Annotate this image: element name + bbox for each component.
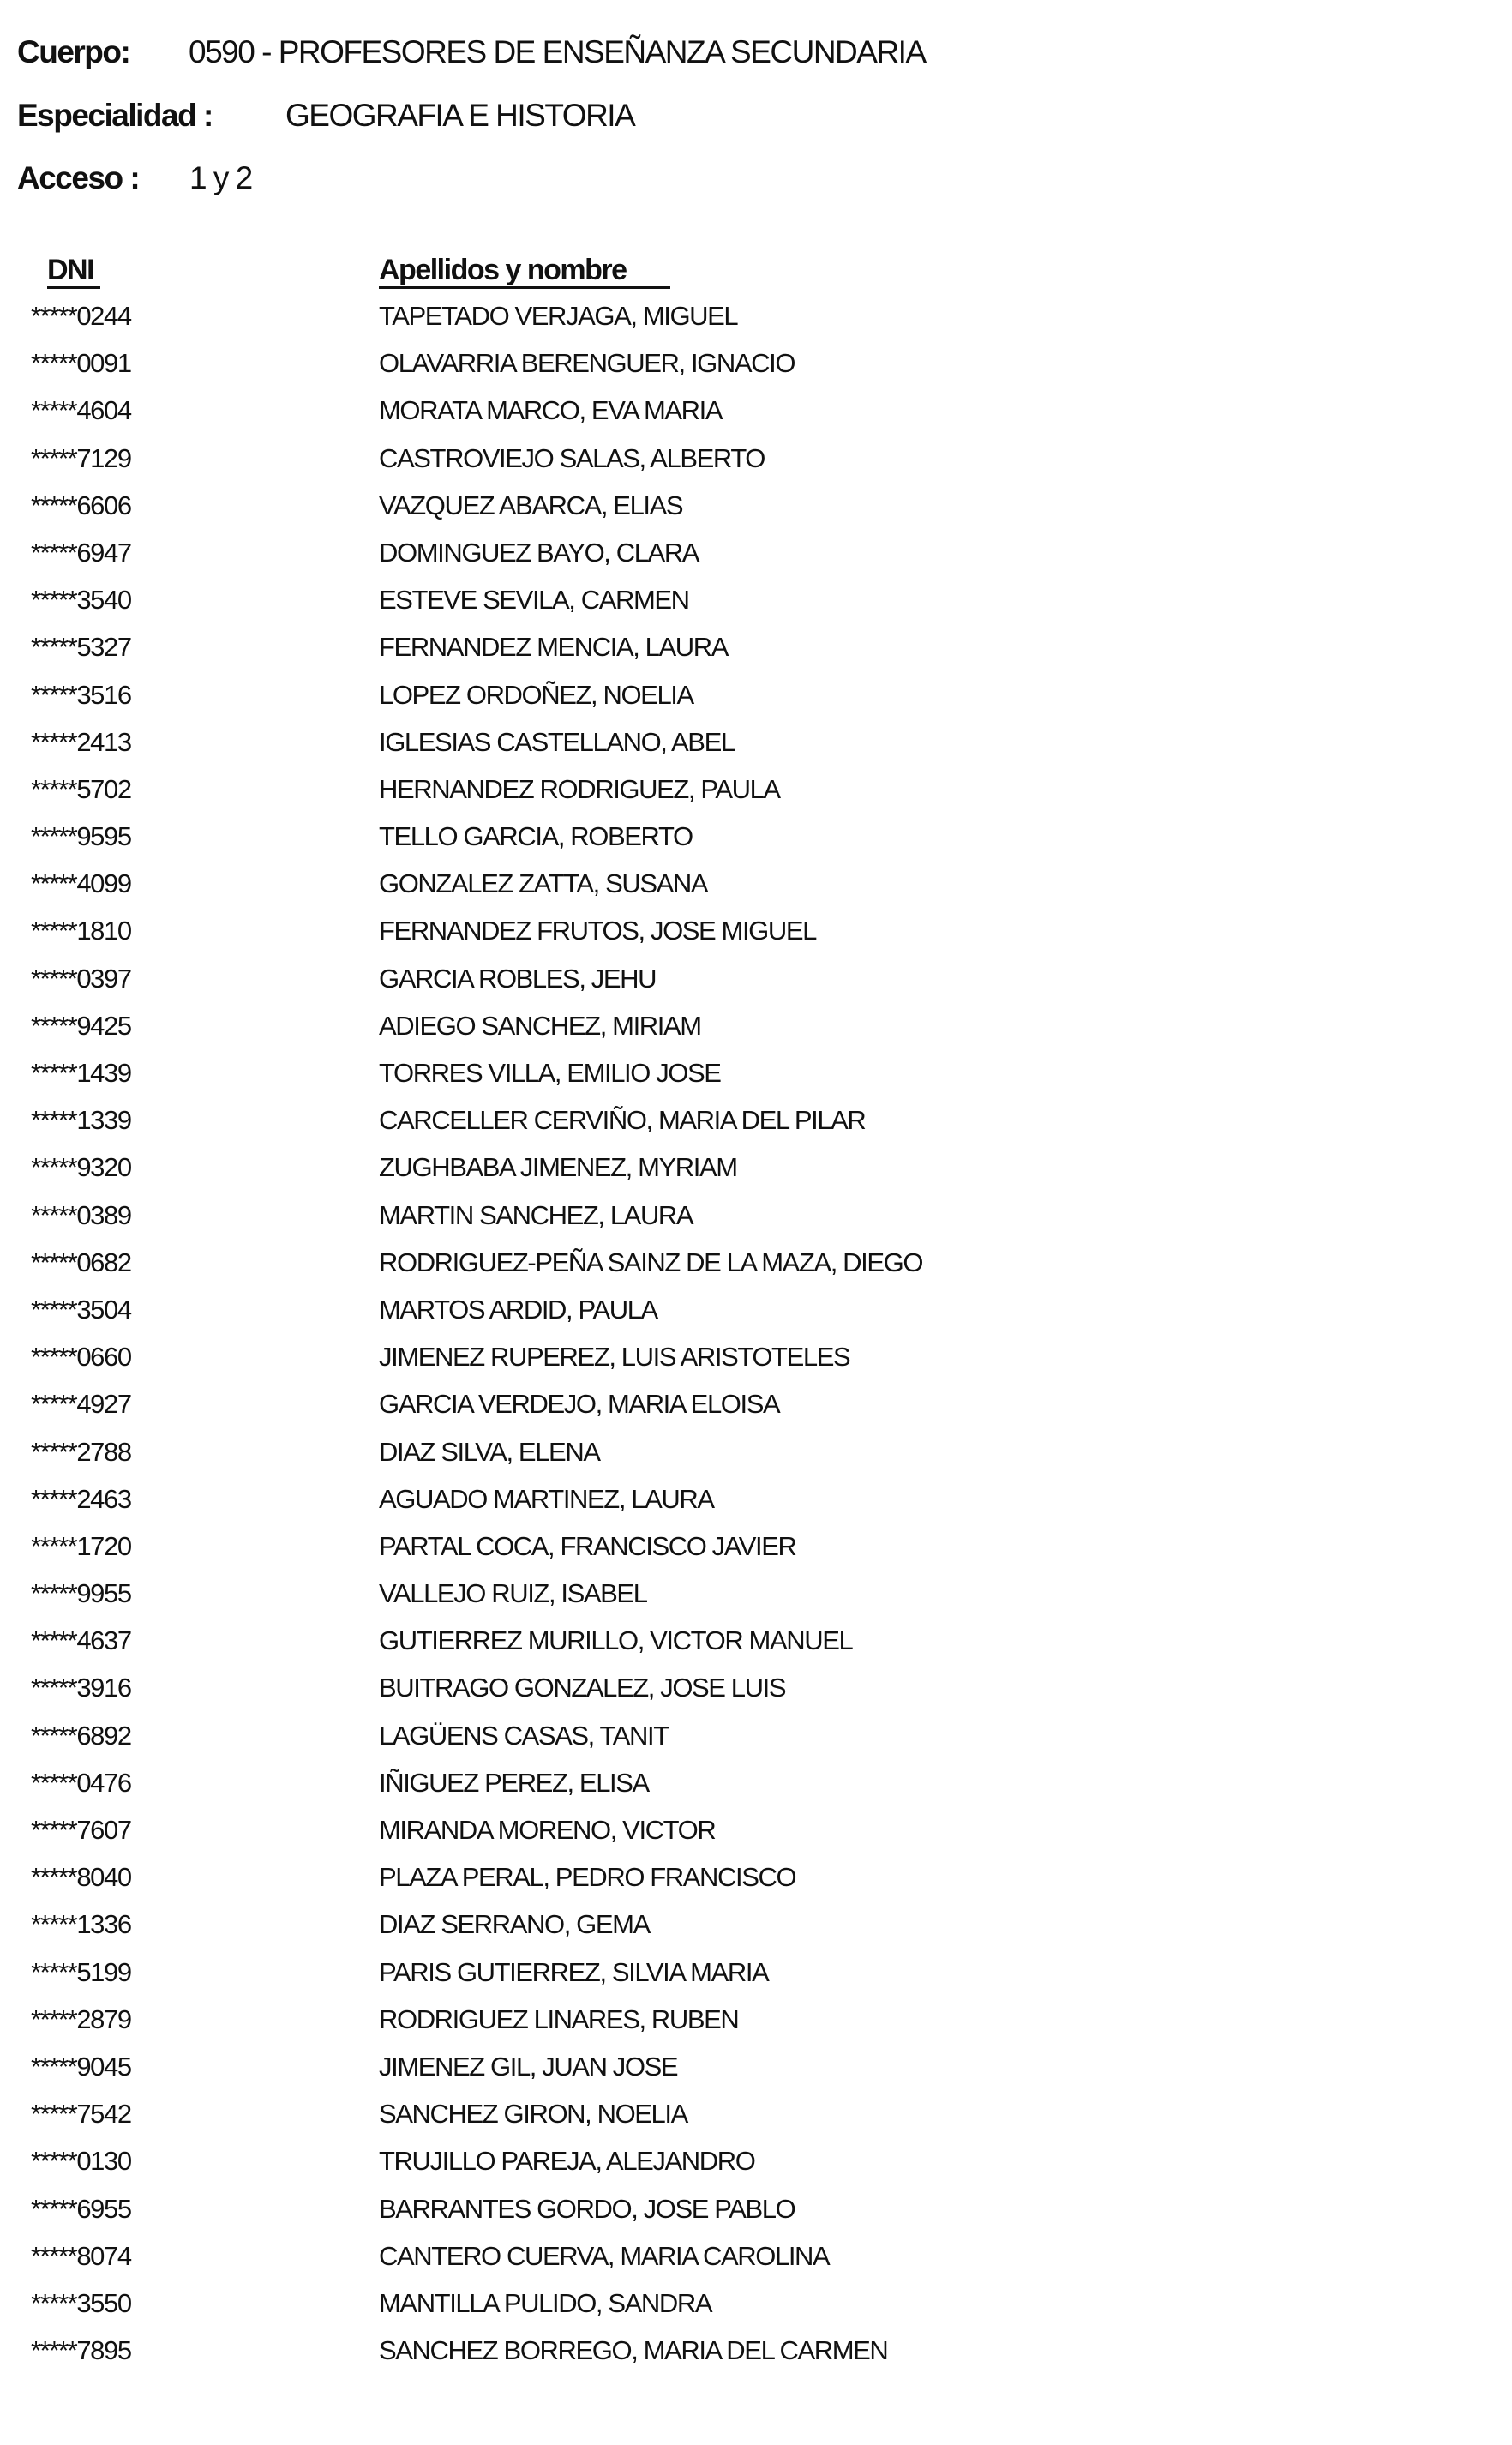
column-header-dni: DNI [47,254,100,289]
dni-cell: *****0397 [31,963,131,994]
dni-cell: *****2879 [31,2003,131,2034]
table-row [0,1054,1512,1102]
name-cell: ZUGHBABA JIMENEZ, MYRIAM [379,1152,737,1183]
name-cell: IGLESIAS CASTELLANO, ABEL [379,726,735,757]
table-row [0,1764,1512,1811]
dni-cell: *****9955 [31,1578,131,1609]
dni-cell: *****8074 [31,2240,131,2271]
dni-cell: *****3540 [31,585,131,616]
dni-cell: *****9425 [31,1010,131,1041]
name-cell: TAPETADO VERJAGA, MIGUEL [379,301,738,331]
dni-cell: *****0091 [31,348,131,379]
name-cell: GARCIA ROBLES, JEHU [379,963,657,994]
dni-cell: *****0660 [31,1342,131,1373]
dni-cell: *****1336 [31,1909,131,1940]
dni-cell: *****1810 [31,916,131,946]
name-cell: FERNANDEZ MENCIA, LAURA [379,632,729,663]
dni-cell: *****2413 [31,726,131,757]
name-cell: VALLEJO RUIZ, ISABEL [379,1578,647,1609]
name-cell: ESTEVE SEVILA, CARMEN [379,585,689,616]
table-row [0,2285,1512,2332]
name-cell: CASTROVIEJO SALAS, ALBERTO [379,442,765,473]
table-row [0,1954,1512,2001]
dni-cell: *****6606 [31,490,131,520]
table-row [0,724,1512,771]
dni-cell: *****4927 [31,1389,131,1420]
table-row [0,1859,1512,1906]
dni-cell: *****6955 [31,2193,131,2224]
name-cell: MARTOS ARDID, PAULA [379,1294,657,1325]
dni-cell: *****4637 [31,1625,131,1656]
candidate-list [0,297,1512,2379]
table-row [0,1385,1512,1433]
name-cell: JIMENEZ GIL, JUAN JOSE [379,2051,678,2082]
dni-cell: *****6892 [31,1720,131,1751]
name-cell: SANCHEZ BORREGO, MARIA DEL CARMEN [379,2335,888,2366]
table-row [0,392,1512,439]
name-cell: MORATA MARCO, EVA MARIA [379,395,723,426]
table-row [0,581,1512,628]
table-row [0,1717,1512,1764]
name-cell: GUTIERREZ MURILLO, VICTOR MANUEL [379,1625,853,1656]
name-cell: JIMENEZ RUPEREZ, LUIS ARISTOTELES [379,1342,850,1373]
dni-cell: *****9045 [31,2051,131,2082]
dni-cell: *****5199 [31,1956,131,1987]
table-row [0,2142,1512,2190]
name-cell: PARIS GUTIERREZ, SILVIA MARIA [379,1956,769,1987]
dni-cell: *****8040 [31,1862,131,1893]
table-row [0,487,1512,534]
name-cell: DOMINGUEZ BAYO, CLARA [379,537,699,568]
name-cell: BUITRAGO GONZALEZ, JOSE LUIS [379,1673,786,1703]
name-cell: CARCELLER CERVIÑO, MARIA DEL PILAR [379,1105,866,1136]
especialidad-label: Especialidad : [17,98,213,133]
dni-cell: *****7607 [31,1815,131,1845]
name-cell: RODRIGUEZ-PEÑA SAINZ DE LA MAZA, DIEGO [379,1247,923,1277]
name-cell: TORRES VILLA, EMILIO JOSE [379,1058,721,1088]
table-row [0,2048,1512,2095]
especialidad-value: GEOGRAFIA E HISTORIA [285,98,635,133]
dni-cell: *****3916 [31,1673,131,1703]
name-cell: TELLO GARCIA, ROBERTO [379,821,693,852]
name-cell: RODRIGUEZ LINARES, RUBEN [379,2003,739,2034]
dni-cell: *****3504 [31,1294,131,1325]
table-row [0,1528,1512,1575]
name-cell: MANTILLA PULIDO, SANDRA [379,2287,712,2318]
dni-cell: *****5702 [31,773,131,804]
name-cell: MIRANDA MORENO, VICTOR [379,1815,716,1845]
name-cell: AGUADO MARTINEZ, LAURA [379,1483,714,1514]
dni-cell: *****1439 [31,1058,131,1088]
dni-cell: *****3516 [31,679,131,710]
name-cell: GONZALEZ ZATTA, SUSANA [379,868,708,899]
column-header-nombre: Apellidos y nombre [379,254,670,289]
dni-cell: *****6947 [31,537,131,568]
name-cell: ADIEGO SANCHEZ, MIRIAM [379,1010,701,1041]
especialidad-row [17,98,635,134]
table-row [0,345,1512,392]
name-cell: GARCIA VERDEJO, MARIA ELOISA [379,1389,780,1420]
name-cell: VAZQUEZ ABARCA, ELIAS [379,490,683,520]
table-row [0,2332,1512,2379]
table-row [0,771,1512,818]
name-cell: FERNANDEZ FRUTOS, JOSE MIGUEL [379,916,816,946]
dni-cell: *****9320 [31,1152,131,1183]
name-cell: TRUJILLO PAREJA, ALEJANDRO [379,2146,755,2177]
table-row [0,440,1512,487]
table-row [0,1197,1512,1244]
table-row [0,818,1512,865]
dni-cell: *****0244 [31,301,131,331]
table-row [0,960,1512,1007]
name-cell: OLAVARRIA BERENGUER, IGNACIO [379,348,795,379]
table-row [0,1906,1512,1953]
dni-cell: *****4099 [31,868,131,899]
table-row [0,1007,1512,1054]
cuerpo-value: 0590 - PROFESORES DE ENSEÑANZA SECUNDARIA [189,34,926,69]
dni-cell: *****7129 [31,442,131,473]
dni-cell: *****5327 [31,632,131,663]
dni-cell: *****0389 [31,1199,131,1230]
table-row [0,1338,1512,1385]
dni-cell: *****0476 [31,1767,131,1798]
acceso-row [17,160,252,196]
dni-cell: *****3550 [31,2287,131,2318]
name-cell: HERNANDEZ RODRIGUEZ, PAULA [379,773,780,804]
table-row [0,2001,1512,2048]
table-row [0,912,1512,959]
dni-cell: *****0130 [31,2146,131,2177]
table-row [0,1481,1512,1528]
table-row [0,1149,1512,1196]
dni-cell: *****4604 [31,395,131,426]
table-row [0,1291,1512,1338]
cuerpo-row [17,34,926,70]
dni-cell: *****2788 [31,1436,131,1467]
dni-cell: *****9595 [31,821,131,852]
dni-cell: *****0682 [31,1247,131,1277]
name-cell: SANCHEZ GIRON, NOELIA [379,2099,687,2130]
table-row [0,1433,1512,1481]
cuerpo-label: Cuerpo: [17,34,130,69]
table-row [0,297,1512,345]
table-row [0,628,1512,676]
table-row [0,1575,1512,1622]
acceso-label: Acceso : [17,160,140,195]
name-cell: DIAZ SILVA, ELENA [379,1436,600,1467]
dni-cell: *****7542 [31,2099,131,2130]
table-row [0,2238,1512,2285]
name-cell: LAGÜENS CASAS, TANIT [379,1720,669,1751]
name-cell: MARTIN SANCHEZ, LAURA [379,1199,693,1230]
table-row [0,534,1512,581]
name-cell: PLAZA PERAL, PEDRO FRANCISCO [379,1862,796,1893]
dni-cell: *****7895 [31,2335,131,2366]
name-cell: BARRANTES GORDO, JOSE PABLO [379,2193,795,2224]
table-row [0,1669,1512,1716]
name-cell: LOPEZ ORDOÑEZ, NOELIA [379,679,693,710]
table-row [0,2095,1512,2142]
table-row [0,1102,1512,1149]
table-row [0,2190,1512,2238]
table-row [0,676,1512,724]
dni-cell: *****1339 [31,1105,131,1136]
name-cell: IÑIGUEZ PEREZ, ELISA [379,1767,649,1798]
table-row [0,1244,1512,1291]
table-row [0,865,1512,912]
acceso-value: 1 y 2 [189,160,252,195]
name-cell: CANTERO CUERVA, MARIA CAROLINA [379,2240,830,2271]
table-row [0,1622,1512,1669]
name-cell: DIAZ SERRANO, GEMA [379,1909,650,1940]
name-cell: PARTAL COCA, FRANCISCO JAVIER [379,1530,796,1561]
table-row [0,1811,1512,1859]
dni-cell: *****2463 [31,1483,131,1514]
dni-cell: *****1720 [31,1530,131,1561]
